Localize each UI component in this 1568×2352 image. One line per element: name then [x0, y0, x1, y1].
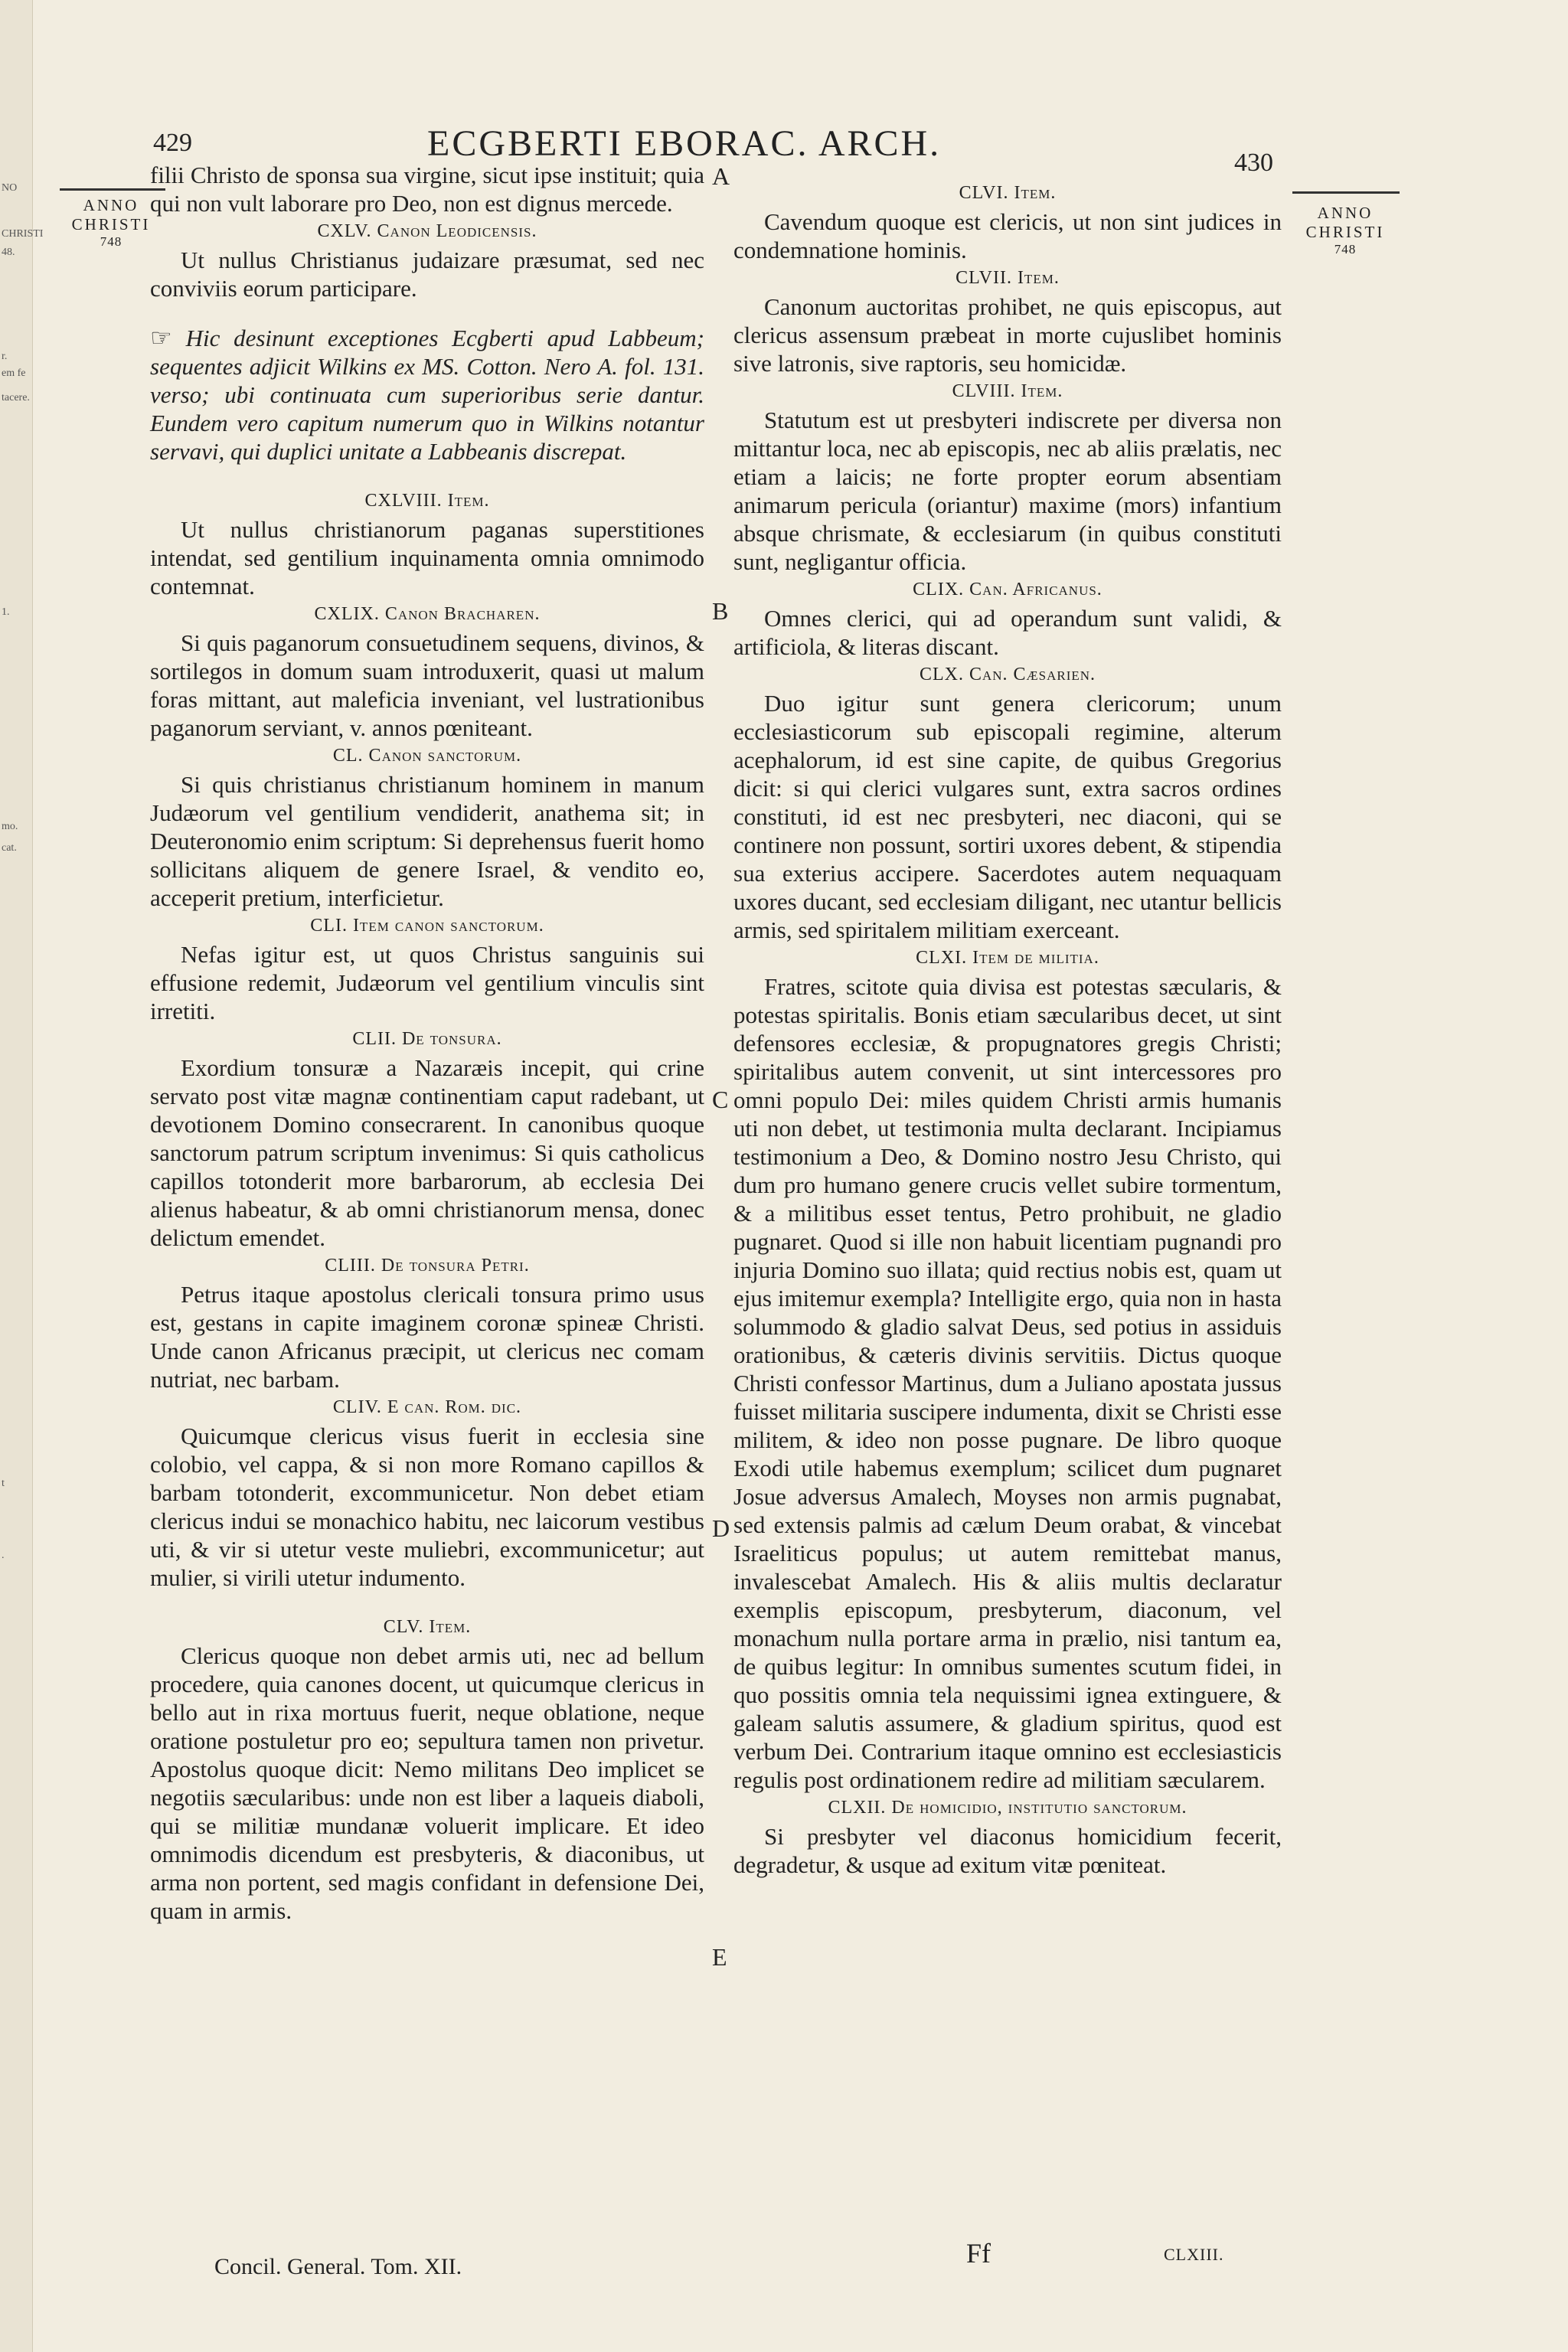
signature-mark: Ff	[966, 2238, 991, 2269]
blank-line	[150, 1592, 704, 1613]
edge-text: tacere.	[2, 392, 30, 403]
canon-heading: CL. Canon sanctorum.	[332, 746, 522, 766]
canon-paragraph: Duo igitur sunt genera clericorum; unum ecclesiasticorum sub episcopali regimine, alterum acephalorum, id est sine capite, de quibus Gregorius dicit: si qui clerici vulgares sunt, extra sacros ordines constituti, id est nec presbyteri, nec diaconi, qui se continere non possunt, sortiri uxores debent, & stipendia sua exterius accipere. Sacerdotes autem nequaquam uxores ducant, sed ecclesiam diligant, nec utantur bellicis armis, sed spiritalem militiam exerceant.	[733, 690, 1282, 943]
canon-heading: CLX. Can. Cæsarien.	[919, 665, 1096, 684]
margin-letter-e: E	[712, 1943, 727, 1971]
canon-paragraph: Fratres, scitote quia divisa est potestas sæcularis, & potestas spiritalis. Bonis etiam sæcularibus decet, ut sint defensores ecclesiæ, & propugnatores gregis Christi; spiritalibus autem convenit, ut sint intercessores pro omni populo Dei: miles quidem Christi armis humanis uti non debet, ut testimonia multa declarant. Incipiamus testimonium a Deo, & Domino nostro Jesu Christo, qui dum pro humano genere crucis vellet subire tormentum, & a militibus esset tentus, Petro prohibuit, ne gladio pugnaret. Quod si ille non habuit licentiam pugnandi pro injuria Domino suo illata; quid rectius nobis est, quam ut ejus imitemur exempla? Intelligite ergo, quia non in hasta solummodo & gladio salvat Deus, sed potius in assiduis orationibus, & cæteris divinis servitiis. Dictus quoque Christi confessor Martinus, dum a Juliano apostata jussus fuisset militaria suscipere indumenta, dixit se Christi esse militem, & ideo non posse pugnare. De libro quoque Exodi utile habemus exemplum; scilicet dum pugnaret Josue adversus Amalech, Moyses non armis pugnabat, sed extensis palmis ad cælum Deum orabat, & vincebat Israeliticus populus; ut autem remittebat manus, invalescebat Amalech. His & aliis multis declaratur exemplis episcopum, presbyterum, diaconum, vel monachum nulla portare arma in prælio, nisi tantum ea, de quibus legitur: In omnibus sumentes scutum fidei, in quo possitis omnia tela nequissimi ignea extinguere, & galeam salutis assumere, & gladium spiritus, quod est verbum Dei. Contrarium itaque omnino est ecclesiasticis regulis post ordinationem redire ad militiam sæcularem.	[733, 973, 1282, 1793]
canon-paragraph: Exordium tonsuræ a Nazaræis incepit, qui crine servato post vitæ magnæ continentiam caput radebant, ut devotionem Domino consecrarent. In canonibus quoque sanctorum patrum scriptum invenimus: Si quis catholicus capillos totonderit more barbarorum, ab ecclesia Dei alienus habeatur, & ab omni christianorum mensa, donec delictum emendet.	[150, 1054, 704, 1251]
canon-paragraph: Si quis paganorum consuetudinem sequens, divinos, & sortilegos in domum suam introduxerit, quasi ut malum foras mittant, aut maleficia inveniant, vel lustrationibus paganorum serviant, v. annos pœniteant.	[150, 629, 704, 741]
canon-paragraph: Ut nullus christianorum paganas superstitiones intendat, sed gentilium inquinamenta omnia omnimodo contemnat.	[150, 516, 704, 599]
edge-text: cat.	[2, 842, 17, 854]
canon-paragraph: Canonum auctoritas prohibet, ne quis episcopus, aut clericus assensum præbeat in morte cujuslibet hominis sive latronis, sive raptoris, seu homicidæ.	[733, 293, 1282, 377]
margin-letter-a: A	[712, 162, 730, 190]
canon-paragraph: Nefas igitur est, ut quos Christus sanguinis sui effusione redemit, Judæorum vel gentilium vinculis sint irretiti.	[150, 941, 704, 1024]
anno-year: 748	[1334, 242, 1357, 257]
page-number-right: 430	[1234, 149, 1273, 177]
blank-line	[150, 302, 704, 324]
canon-heading: CLXII. De homicidio, institutio sanctorum.	[828, 1798, 1187, 1818]
edge-text: r.	[2, 351, 8, 362]
canon-heading: CLIX. Can. Africanus.	[913, 580, 1102, 599]
edge-text: CHRISTI	[2, 228, 44, 240]
right-column	[733, 179, 1282, 1879]
running-title: ECGBERTI EBORAC. ARCH.	[427, 123, 942, 164]
canon-heading: CLII. De tonsura.	[352, 1029, 502, 1049]
christi-label: CHRISTI	[1305, 223, 1385, 242]
note-text: Hic desinunt exceptiones Ecgberti apud Labbeum; sequentes adjicit Wilkins ex MS. Cotton. Nero A. fol. 131. verso; ubi continuata cum superioribus serie dantur. Eundem vero capitum numerum quo in Wilkins notantur servavi, qui duplici unitate a Labbeanis discrepat.	[150, 325, 704, 465]
canon-heading: CLI. Item canon sanctorum.	[310, 916, 544, 936]
canon-heading: CXLV. Canon Leodicensis.	[317, 221, 537, 241]
canon-paragraph: Si presbyter vel diaconus homicidium fecerit, degradetur, & usque ad exitum vitæ pœniteat.	[733, 1823, 1282, 1878]
anno-label: ANNO	[83, 196, 139, 214]
edge-text: mo.	[2, 821, 18, 832]
blank-line	[150, 466, 704, 487]
canon-heading: CXLIX. Canon Bracharen.	[314, 604, 541, 624]
edge-text: em fe	[2, 368, 26, 379]
adjacent-page-edge	[0, 0, 44, 2352]
anno-christi-right	[1295, 204, 1395, 258]
canon-paragraph: Si quis christianus christianum hominem in manum Judæorum vel gentilium vendiderit, anathema sit; in Deuteronomio enim scriptum: Si deprehensus fuerit homo sollicitans aliquem de genere Israel, & vendito eo, acceperit pretium, interficietur.	[150, 771, 704, 911]
left-column	[150, 161, 704, 1925]
canon-paragraph: Statutum est ut presbyteri indiscrete per diversa non mittantur loca, nec ab episcopis, nec ab aliis prælatis, nec etiam a laicis; ne forte propter eorum absentiam animarum pericula (oriantur) maxime (mors) infantium absque chrismate, & ecclesiarum (in quibus constituti sunt, negligantur officia.	[733, 407, 1282, 575]
canon-heading: CLIII. De tonsura Petri.	[325, 1256, 530, 1276]
edge-text: 48.	[2, 247, 15, 258]
canon-heading: CLVII. Item.	[956, 268, 1060, 288]
canon-paragraph: Cavendum quoque est clericis, ut non sint judices in condemnatione hominis.	[733, 208, 1282, 263]
catchword: CLXIII.	[1164, 2245, 1224, 2264]
canon-paragraph: Quicumque clericus visus fuerit in ecclesia sine colobio, vel cappa, & si non more Romano capillos & barbam totonderit, excommunicetur. Non debet etiam clericus indui se monachico habitu, nec laicorum vestibus uti, & vir si utetur veste muliebri, excommunicetur; aut mulier, si virili utetur indumento.	[150, 1423, 704, 1591]
canon-paragraph: Petrus itaque apostolus clericali tonsura primo usus est, gestans in capite imaginem coronæ spineæ Christi. Unde canon Africanus præcipit, ut clericus nec comam nutriat, nec barbam.	[150, 1281, 704, 1393]
canon-heading: CXLVIII. Item.	[364, 491, 490, 511]
margin-letter-c: C	[712, 1086, 729, 1113]
canon-heading: CLVI. Item.	[959, 183, 1057, 203]
margin-letter-b: B	[712, 597, 729, 625]
anno-year: 748	[100, 234, 122, 250]
canon-heading: CLV. Item.	[383, 1617, 472, 1637]
canon-paragraph: Clericus quoque non debet armis uti, nec ad bellum procedere, quia canones docent, ut quicumque clericus in bello aut in rixa mortuus fuerit, neque oblatione, neque oratione postuletur pro eo; sepultura tamen non privetur. Apostolus quoque dicit: Nemo militans Deo implicet se negotiis sæcularibus: unde non est liber a laqueis diaboli, qui se militiæ mundanæ voluerit implicare. Et ideo omnimodis dicendum est presbyteris, & diaconibus, ut arma non portent, sed magis confidant in defensione Dei, quam in armis.	[150, 1642, 704, 1924]
canon-paragraph: filii Christo de sponsa sua virgine, sicut ipse instituit; quia qui non vult laborare pro Deo, non est dignus mercede.	[150, 162, 704, 217]
footer-volume-note: Concil. General. Tom. XII.	[214, 2254, 462, 2279]
page-number-left: 429	[153, 129, 192, 157]
canon-paragraph: Ut nullus Christianus judaizare præsumat, sed nec conviviis eorum participare.	[150, 247, 704, 302]
canon-paragraph: Omnes clerici, qui ad operandum sunt validi, & artificiola, & literas discant.	[733, 605, 1282, 660]
editorial-note	[150, 324, 704, 466]
canon-heading: CLIV. E can. Rom. dic.	[332, 1397, 522, 1417]
edge-text: t	[2, 1478, 5, 1489]
edge-text: NO	[2, 182, 18, 194]
edge-text: 1.	[2, 606, 10, 618]
edge-text: .	[2, 1550, 5, 1561]
anno-christi-left	[61, 196, 161, 250]
anno-label: ANNO	[1317, 204, 1374, 222]
margin-letter-d: D	[712, 1514, 730, 1542]
canon-heading: CLXI. Item de militia.	[916, 948, 1099, 968]
canon-heading: CLVIII. Item.	[952, 381, 1063, 401]
christi-label: CHRISTI	[71, 215, 151, 234]
pointing-hand-icon: ☞	[150, 324, 186, 351]
anno-rule-right	[1292, 191, 1400, 194]
